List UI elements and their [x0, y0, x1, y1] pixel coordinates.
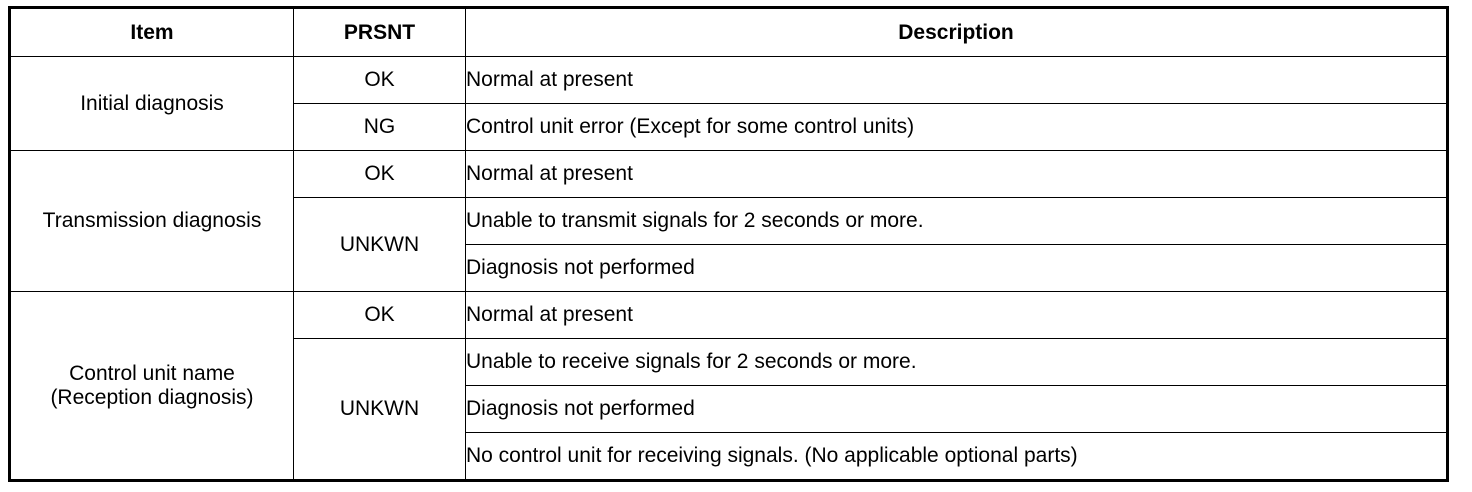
prsnt-cell: UNKWN [294, 339, 466, 481]
description-cell: No control unit for receiving signals. (No applicable optional parts) [466, 433, 1448, 481]
description-cell: Normal at present [466, 292, 1448, 339]
item-label-line-2: (Reception diagnosis) [50, 385, 254, 409]
table-row [10, 57, 1448, 104]
description-cell: Control unit error (Except for some control units) [466, 104, 1448, 151]
prsnt-cell: OK [294, 57, 466, 104]
item-cell [10, 292, 294, 481]
description-cell: Diagnosis not performed [466, 245, 1448, 292]
item-label: Initial diagnosis [80, 91, 224, 115]
description-cell: Diagnosis not performed [466, 386, 1448, 433]
table-row [10, 151, 1448, 198]
description-cell: Unable to receive signals for 2 seconds or more. [466, 339, 1448, 386]
item-label: Transmission diagnosis [42, 209, 262, 232]
prsnt-cell: UNKWN [294, 198, 466, 292]
table-row [10, 292, 1448, 339]
item-cell [10, 151, 294, 292]
description-cell: Normal at present [466, 57, 1448, 104]
description-cell: Normal at present [466, 151, 1448, 198]
prsnt-cell: OK [294, 151, 466, 198]
header-item: Item [10, 8, 294, 57]
item-cell [10, 57, 294, 151]
description-cell: Unable to transmit signals for 2 seconds or more. [466, 198, 1448, 245]
prsnt-cell: OK [294, 292, 466, 339]
table-header-row [10, 8, 1448, 57]
diagnosis-table-container [8, 6, 1449, 482]
header-description: Description [466, 8, 1448, 57]
prsnt-cell: NG [294, 104, 466, 151]
item-label-line-1: Control unit name [69, 361, 235, 385]
header-prsnt: PRSNT [294, 8, 466, 57]
diagnosis-status-table [8, 6, 1449, 482]
